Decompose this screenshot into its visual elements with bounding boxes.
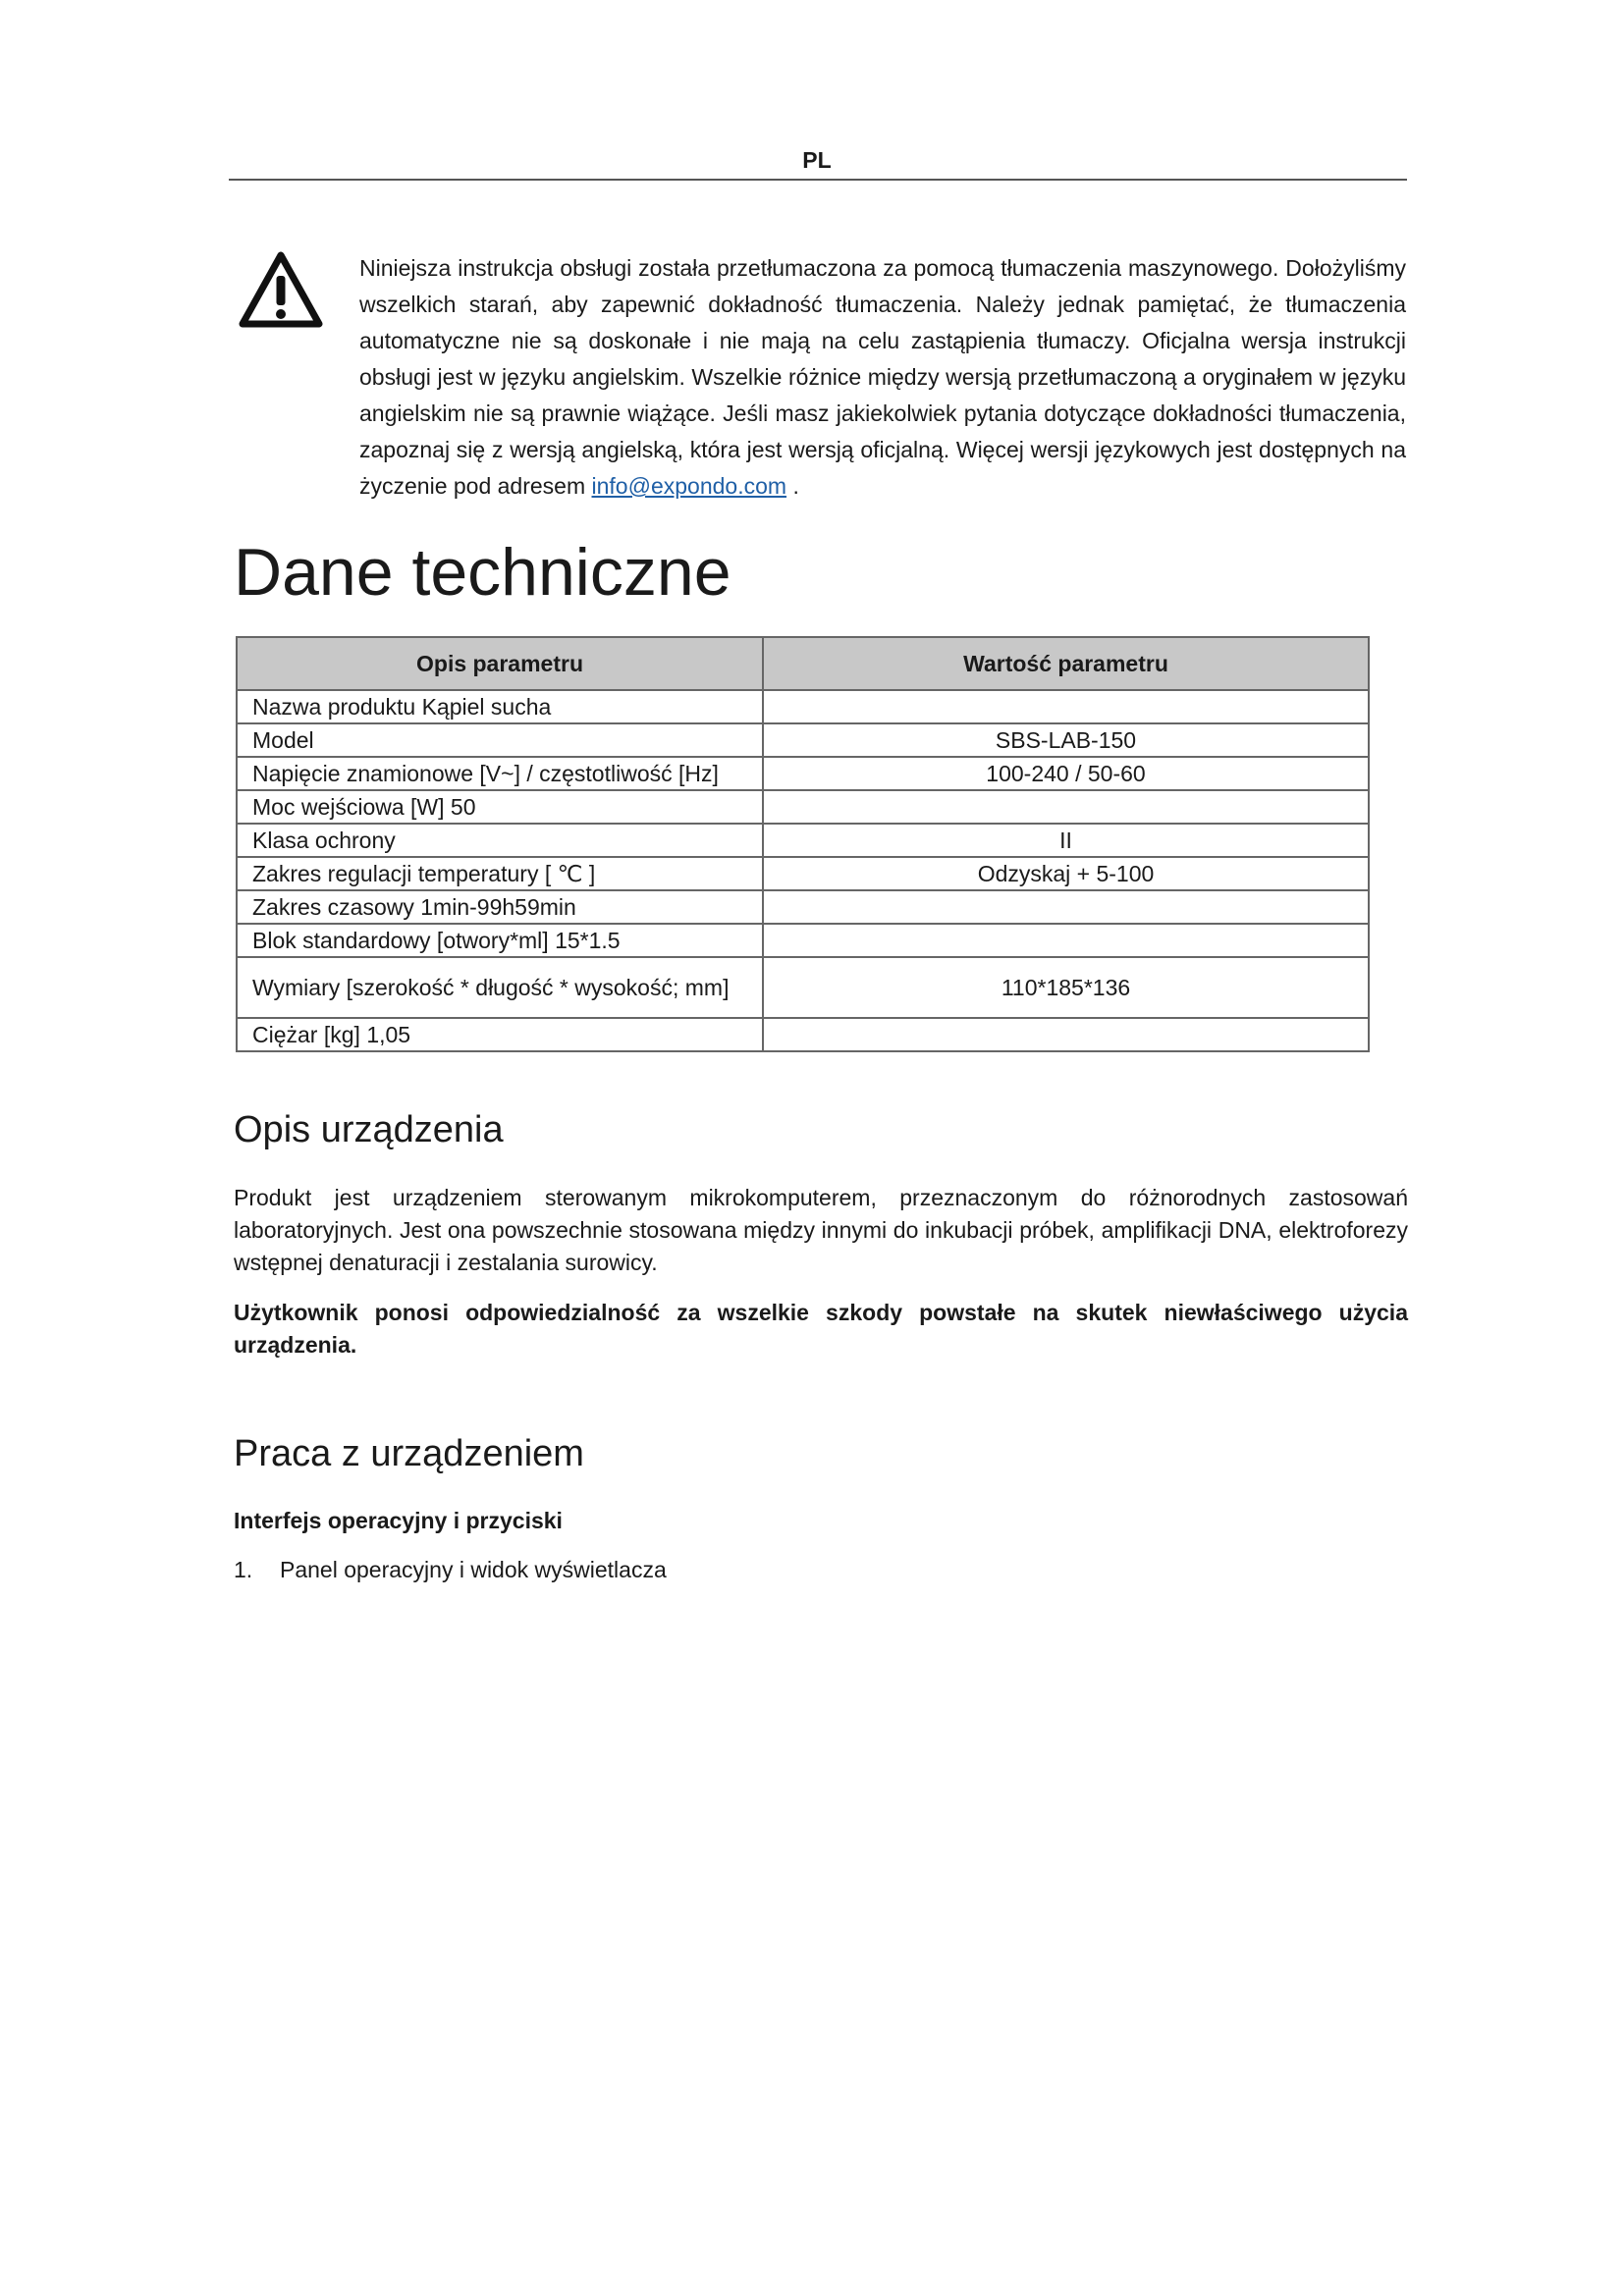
header-language-label: PL	[802, 147, 832, 173]
table-row	[237, 824, 1369, 857]
table-row	[237, 890, 1369, 924]
table-cell-param: Zakres czasowy 1min-99h59min	[237, 890, 763, 924]
table-header-param: Opis parametru	[237, 637, 763, 690]
section-heading-device-description: Opis urządzenia	[234, 1109, 504, 1150]
list-item-number: 1.	[234, 1557, 253, 1582]
table-cell-value: 110*185*136	[763, 957, 1369, 1018]
table-cell-param: Wymiary [szerokość * długość * wysokość; mm]	[237, 957, 763, 1018]
table-row	[237, 723, 1369, 757]
table-row	[237, 790, 1369, 824]
table-cell-param: Klasa ochrony	[237, 824, 763, 857]
table-row	[237, 1018, 1369, 1051]
table-cell-param: Model	[237, 723, 763, 757]
contact-email-link[interactable]: info@expondo.com	[591, 473, 787, 499]
list-item-text: Panel operacyjny i widok wyświetlacza	[280, 1557, 667, 1582]
warning-triangle-icon	[239, 250, 323, 329]
table-cell-value: Odzyskaj + 5-100	[763, 857, 1369, 890]
table-cell-param: Ciężar [kg] 1,05	[237, 1018, 763, 1051]
liability-note: Użytkownik ponosi odpowiedzialność za wszelkie szkody powstałe na skutek niewłaściwego użycia urządzenia.	[234, 1300, 1408, 1358]
table-cell-value	[763, 690, 1369, 723]
table-cell-value: II	[763, 824, 1369, 857]
table-cell-value: SBS-LAB-150	[763, 723, 1369, 757]
section-heading-operation: Praca z urządzeniem	[234, 1433, 584, 1474]
table-cell-param: Napięcie znamionowe [V~] / częstotliwość [Hz]	[237, 757, 763, 790]
table-cell-value	[763, 790, 1369, 824]
table-cell-value	[763, 890, 1369, 924]
translation-disclaimer	[359, 250, 1406, 505]
list-item	[234, 1557, 667, 1583]
table-row	[237, 924, 1369, 957]
header-divider	[229, 179, 1407, 181]
table-cell-value	[763, 924, 1369, 957]
device-description-paragraph: Produkt jest urządzeniem sterowanym mikrokomputerem, przeznaczonym do różnorodnych zastosowań laboratoryjnych. Jest ona powszechnie stosowana między innymi do inkubacji próbek, amplifikacji DNA, elektroforezy wstępnej denaturacji i zestalania surowicy.	[234, 1185, 1408, 1275]
table-cell-value: 100-240 / 50-60	[763, 757, 1369, 790]
page-title: Dane techniczne	[234, 535, 731, 610]
table-cell-param: Moc wejściowa [W] 50	[237, 790, 763, 824]
table-row	[237, 857, 1369, 890]
table-cell-param: Nazwa produktu Kąpiel sucha	[237, 690, 763, 723]
disclaimer-end: .	[792, 473, 799, 499]
table-cell-param: Zakres regulacji temperatury [ ℃ ]	[237, 857, 763, 890]
table-row	[237, 757, 1369, 790]
subheading-interface: Interfejs operacyjny i przyciski	[234, 1508, 563, 1533]
table-row	[237, 690, 1369, 723]
disclaimer-text: Niniejsza instrukcja obsługi została przetłumaczona za pomocą tłumaczenia maszynowego. Dołożyliśmy wszelkich starań, aby zapewnić dokładność tłumaczenia. Należy jednak pamiętać, że tłumaczenia automatyczne nie są doskonałe i nie mają na celu zastąpienia tłumaczy. Oficjalna wersja instrukcji obsługi jest w języku angielskim. Wszelkie różnice między wersją przetłumaczoną a oryginałem w języku angielskim nie są prawnie wiążące. Jeśli masz jakiekolwiek pytania dotyczące dokładności tłumaczenia, zapoznaj się z wersją angielską, która jest wersją oficjalną. Więcej wersji językowych jest dostępnych na życzenie pod adresem	[359, 255, 1406, 499]
table-row	[237, 957, 1369, 1018]
table-cell-param: Blok standardowy [otwory*ml] 15*1.5	[237, 924, 763, 957]
table-header-value: Wartość parametru	[763, 637, 1369, 690]
table-header-row	[237, 637, 1369, 690]
table-cell-value	[763, 1018, 1369, 1051]
technical-data-table	[236, 636, 1370, 1052]
